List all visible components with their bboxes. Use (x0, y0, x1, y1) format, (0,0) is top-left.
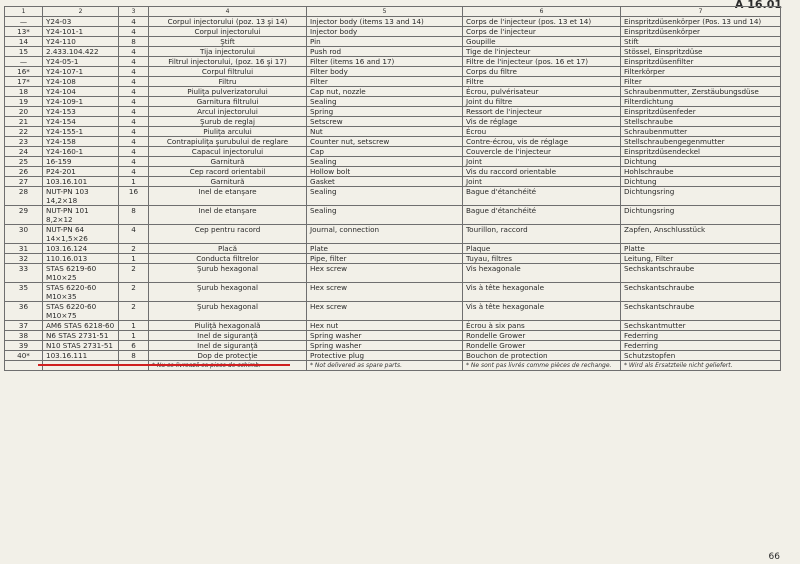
description-en: Setscrew (307, 117, 463, 127)
description-ro: Conducta filtrelor (149, 254, 307, 264)
part-code: 103.16.124 (43, 244, 119, 254)
description-fr: Vis à tête hexagonale (463, 283, 621, 302)
description-fr: Vis hexagonale (463, 264, 621, 283)
table-row (5, 17, 781, 27)
part-code: NUT-PN 101 8,2×12 (43, 206, 119, 225)
part-code: N6 STAS 2731-51 (43, 331, 119, 341)
part-code: 2.433.104.422 (43, 47, 119, 57)
parts-table (4, 6, 781, 371)
footnote-de: * Wird als Ersatzteile nicht geliefert. (621, 361, 781, 371)
description-en: Sealing (307, 206, 463, 225)
description-de: Stellschraube (621, 117, 781, 127)
description-de: Hohlschraube (621, 167, 781, 177)
description-de: Federring (621, 331, 781, 341)
part-code: NUT-PN 64 14×1,5×26 (43, 225, 119, 244)
description-en: Journal, connection (307, 225, 463, 244)
table-row (5, 147, 781, 157)
description-fr: Corps du filtre (463, 67, 621, 77)
part-code: STAS 6220-60 M10×75 (43, 302, 119, 321)
quantity: 4 (119, 127, 149, 137)
part-code: Y24-108 (43, 77, 119, 87)
description-de: Sechskantschraube (621, 302, 781, 321)
description-en: Hex screw (307, 302, 463, 321)
description-de: Stift (621, 37, 781, 47)
table-row (5, 331, 781, 341)
description-ro: Contrapiuliţa şurubului de reglare (149, 137, 307, 147)
part-code: 110.16.013 (43, 254, 119, 264)
quantity: 4 (119, 157, 149, 167)
description-ro: Arcul injectorului (149, 107, 307, 117)
description-fr: Écrou, pulvérisateur (463, 87, 621, 97)
description-fr: Tourillon, raccord (463, 225, 621, 244)
part-code: Y24-03 (43, 17, 119, 27)
description-de: Schraubenmutter, Zerstäubungsdüse (621, 87, 781, 97)
description-ro: Piuliţa pulverizatorului (149, 87, 307, 97)
table-row (5, 87, 781, 97)
item-number: 33 (5, 264, 43, 283)
item-number: 24 (5, 147, 43, 157)
part-code: Y24-107-1 (43, 67, 119, 77)
description-en: Filter (307, 77, 463, 87)
part-code: Y24-155-1 (43, 127, 119, 137)
part-code: Y24-158 (43, 137, 119, 147)
description-de: Einspritzdüsenkörper (Pos. 13 und 14) (621, 17, 781, 27)
description-de: Platte (621, 244, 781, 254)
description-fr: Rondelle Grower (463, 341, 621, 351)
description-de: Stössel, Einspritzdüse (621, 47, 781, 57)
description-fr: Plaque (463, 244, 621, 254)
footnote-en: * Not delivered as spare parts. (307, 361, 463, 371)
description-de: Dichtung (621, 177, 781, 187)
column-number: 5 (307, 7, 463, 17)
column-number: 7 (621, 7, 781, 17)
description-ro: Garnitură (149, 157, 307, 167)
description-de: Sechskantmutter (621, 321, 781, 331)
description-ro: Dop de protecţie (149, 351, 307, 361)
quantity: 1 (119, 177, 149, 187)
quantity: 8 (119, 351, 149, 361)
item-number: 32 (5, 254, 43, 264)
table-row (5, 321, 781, 331)
column-number: 2 (43, 7, 119, 17)
description-fr: Joint (463, 157, 621, 167)
description-fr: Tuyau, filtres (463, 254, 621, 264)
description-fr: Filtre de l'injecteur (pos. 16 et 17) (463, 57, 621, 67)
item-number: 21 (5, 117, 43, 127)
description-en: Injector body (items 13 and 14) (307, 17, 463, 27)
table-row (5, 177, 781, 187)
description-ro: Piuliţă hexagonală (149, 321, 307, 331)
quantity: 4 (119, 57, 149, 67)
part-code: Y24-104 (43, 87, 119, 97)
description-de: Einspritzdüsendeckel (621, 147, 781, 157)
description-fr: Couvercle de l'injecteur (463, 147, 621, 157)
description-ro: Şurub hexagonal (149, 264, 307, 283)
description-ro: Corpul injectorului (poz. 13 şi 14) (149, 17, 307, 27)
description-ro: Cep pentru racord (149, 225, 307, 244)
table-row (5, 254, 781, 264)
description-en: Nut (307, 127, 463, 137)
description-de: Leitung, Filter (621, 254, 781, 264)
table-row (5, 225, 781, 244)
description-fr: Vis du raccord orientable (463, 167, 621, 177)
description-fr: Corps de l'injecteur (pos. 13 et 14) (463, 17, 621, 27)
description-en: Protective plug (307, 351, 463, 361)
description-en: Spring washer (307, 331, 463, 341)
part-code: STAS 6220-60 M10×35 (43, 283, 119, 302)
description-ro: Şurub hexagonal (149, 283, 307, 302)
description-en: Filter body (307, 67, 463, 77)
description-de: Federring (621, 341, 781, 351)
quantity: 4 (119, 167, 149, 177)
item-number: 13* (5, 27, 43, 37)
part-code: 16-159 (43, 157, 119, 167)
item-number: 27 (5, 177, 43, 187)
description-en: Plate (307, 244, 463, 254)
column-number: 1 (5, 7, 43, 17)
description-en: Cap nut, nozzle (307, 87, 463, 97)
description-ro: Cep racord orientabil (149, 167, 307, 177)
quantity: 4 (119, 117, 149, 127)
description-en: Pin (307, 37, 463, 47)
table-row (5, 117, 781, 127)
part-code: P24-201 (43, 167, 119, 177)
table-row (5, 57, 781, 67)
quantity: 2 (119, 283, 149, 302)
part-code: N10 STAS 2731-51 (43, 341, 119, 351)
quantity: 4 (119, 67, 149, 77)
quantity: 4 (119, 87, 149, 97)
item-number: 26 (5, 167, 43, 177)
description-fr: Goupille (463, 37, 621, 47)
description-de: Stellschraubengegenmutter (621, 137, 781, 147)
description-fr: Contre-écrou, vis de réglage (463, 137, 621, 147)
description-en: Hex nut (307, 321, 463, 331)
description-fr: Joint du filtre (463, 97, 621, 107)
quantity: 6 (119, 341, 149, 351)
item-number: 19 (5, 97, 43, 107)
description-fr: Bague d'étanchéité (463, 187, 621, 206)
item-number: 17* (5, 77, 43, 87)
description-en: Counter nut, setscrew (307, 137, 463, 147)
part-code: 103.16.101 (43, 177, 119, 187)
description-en: Spring (307, 107, 463, 117)
footnote-fr: * Ne sont pas livrés comme pièces de rechange. (463, 361, 621, 371)
item-number: 30 (5, 225, 43, 244)
table-row (5, 351, 781, 361)
table-row (5, 97, 781, 107)
description-de: Dichtung (621, 157, 781, 167)
section-code: A 16.01 (734, 0, 782, 11)
description-en: Spring washer (307, 341, 463, 351)
item-number: 36 (5, 302, 43, 321)
column-number: 3 (119, 7, 149, 17)
description-ro: Filtru (149, 77, 307, 87)
table-row (5, 283, 781, 302)
item-number: 20 (5, 107, 43, 117)
page-number: 66 (768, 552, 780, 562)
description-de: Schutzstopfen (621, 351, 781, 361)
item-number: 31 (5, 244, 43, 254)
item-number: 16* (5, 67, 43, 77)
description-en: Hex screw (307, 283, 463, 302)
description-de: Sechskantschraube (621, 283, 781, 302)
description-de: Dichtungsring (621, 206, 781, 225)
description-de: Dichtungsring (621, 187, 781, 206)
description-en: Pipe, filter (307, 254, 463, 264)
description-en: Hollow bolt (307, 167, 463, 177)
item-number: 29 (5, 206, 43, 225)
item-number: 25 (5, 157, 43, 167)
item-number: 28 (5, 187, 43, 206)
table-row (5, 127, 781, 137)
description-en: Gasket (307, 177, 463, 187)
table-row (5, 77, 781, 87)
description-fr: Bague d'étanchéité (463, 206, 621, 225)
quantity: 2 (119, 264, 149, 283)
description-fr: Vis de réglage (463, 117, 621, 127)
item-number: 40* (5, 351, 43, 361)
description-en: Sealing (307, 187, 463, 206)
table-row (5, 206, 781, 225)
description-ro: Garnitura filtrului (149, 97, 307, 107)
description-ro: Placă (149, 244, 307, 254)
description-de: Sechskantschraube (621, 264, 781, 283)
description-en: Cap (307, 147, 463, 157)
part-code: Y24-110 (43, 37, 119, 47)
table-row (5, 37, 781, 47)
table-row (5, 341, 781, 351)
item-number: 39 (5, 341, 43, 351)
description-de: Zapfen, Anschlusstück (621, 225, 781, 244)
item-number: 14 (5, 37, 43, 47)
description-de: Einspritzdüsenfilter (621, 57, 781, 67)
table-header-row (5, 7, 781, 17)
table-row (5, 302, 781, 321)
quantity: 8 (119, 206, 149, 225)
quantity: 1 (119, 321, 149, 331)
quantity: 2 (119, 302, 149, 321)
part-code: Y24-154 (43, 117, 119, 127)
quantity: 4 (119, 225, 149, 244)
quantity: 2 (119, 244, 149, 254)
quantity: 1 (119, 331, 149, 341)
description-fr: Joint (463, 177, 621, 187)
quantity: 4 (119, 107, 149, 117)
table-row (5, 187, 781, 206)
description-ro: Şurub de reglaj (149, 117, 307, 127)
description-en: Sealing (307, 157, 463, 167)
table-row (5, 27, 781, 37)
part-code: Y24-05-1 (43, 57, 119, 67)
quantity: 4 (119, 77, 149, 87)
description-ro: Garnitură (149, 177, 307, 187)
description-en: Sealing (307, 97, 463, 107)
quantity: 4 (119, 147, 149, 157)
table-row (5, 107, 781, 117)
part-code: Y24-160-1 (43, 147, 119, 157)
item-number: 22 (5, 127, 43, 137)
description-fr: Tige de l'injecteur (463, 47, 621, 57)
part-code: AM6 STAS 6218-60 (43, 321, 119, 331)
description-de: Filter (621, 77, 781, 87)
table-row (5, 47, 781, 57)
description-ro: Inel de siguranţă (149, 341, 307, 351)
part-code: STAS 6219-60 M10×25 (43, 264, 119, 283)
description-ro: Inel de etanşare (149, 206, 307, 225)
table-row (5, 167, 781, 177)
description-ro: Şurub hexagonal (149, 302, 307, 321)
quantity: 8 (119, 37, 149, 47)
part-code: NUT-PN 103 14,2×18 (43, 187, 119, 206)
quantity: 16 (119, 187, 149, 206)
description-fr: Corps de l'injecteur (463, 27, 621, 37)
description-fr: Filtre (463, 77, 621, 87)
description-de: Filterkörper (621, 67, 781, 77)
part-code: Y24-101-1 (43, 27, 119, 37)
description-de: Einspritzdüsenfeder (621, 107, 781, 117)
description-de: Schraubenmutter (621, 127, 781, 137)
description-en: Injector body (307, 27, 463, 37)
quantity: 4 (119, 97, 149, 107)
item-number: 15 (5, 47, 43, 57)
description-fr: Écrou (463, 127, 621, 137)
part-code: 103.16.111 (43, 351, 119, 361)
description-fr: Rondelle Grower (463, 331, 621, 341)
quantity: 1 (119, 254, 149, 264)
column-number: 4 (149, 7, 307, 17)
description-ro: Inel de etanşare (149, 187, 307, 206)
description-en: Hex screw (307, 264, 463, 283)
red-underline-mark (38, 364, 290, 366)
part-code: Y24-109-1 (43, 97, 119, 107)
quantity: 4 (119, 17, 149, 27)
description-ro: Ştift (149, 37, 307, 47)
description-ro: Inel de siguranţă (149, 331, 307, 341)
table-row (5, 244, 781, 254)
item-number: — (5, 17, 43, 27)
description-ro: Capacul injectorului (149, 147, 307, 157)
description-ro: Filtrul injectorului, (poz. 16 şi 17) (149, 57, 307, 67)
table-row (5, 157, 781, 167)
item-number: 38 (5, 331, 43, 341)
description-ro: Piuliţa arcului (149, 127, 307, 137)
item-number: 37 (5, 321, 43, 331)
table-row (5, 137, 781, 147)
description-de: Einspritzdüsenkörper (621, 27, 781, 37)
part-code: Y24-153 (43, 107, 119, 117)
column-number: 6 (463, 7, 621, 17)
item-number: 23 (5, 137, 43, 147)
description-fr: Écrou à six pans (463, 321, 621, 331)
description-ro: Corpul filtrului (149, 67, 307, 77)
item-number: 35 (5, 283, 43, 302)
description-fr: Ressort de l'injecteur (463, 107, 621, 117)
description-ro: Corpul injectorului (149, 27, 307, 37)
description-de: Filterdichtung (621, 97, 781, 107)
table-row (5, 67, 781, 77)
description-en: Push rod (307, 47, 463, 57)
quantity: 4 (119, 137, 149, 147)
quantity: 4 (119, 27, 149, 37)
description-fr: Vis à tête hexagonale (463, 302, 621, 321)
description-en: Filter (items 16 and 17) (307, 57, 463, 67)
item-number: — (5, 57, 43, 67)
item-number: 18 (5, 87, 43, 97)
quantity: 4 (119, 47, 149, 57)
description-ro: Tija injectorului (149, 47, 307, 57)
description-fr: Bouchon de protection (463, 351, 621, 361)
table-row (5, 264, 781, 283)
